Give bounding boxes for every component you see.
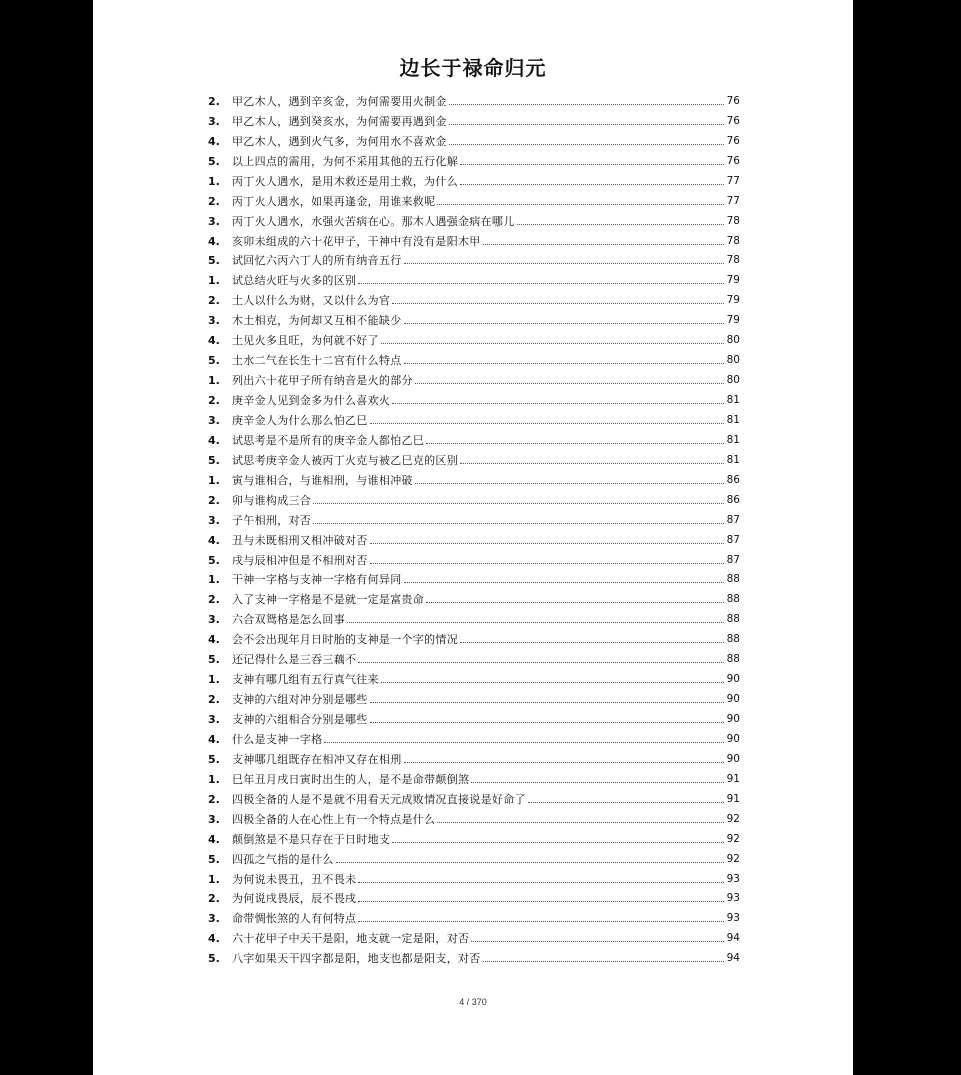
- toc-dot-leader: [358, 920, 724, 922]
- toc-entry[interactable]: [208, 190, 740, 210]
- toc-entry-title: 四孤之气指的是什么: [232, 852, 334, 866]
- toc-entry[interactable]: [208, 648, 740, 668]
- toc-entry-number: 1.: [208, 673, 220, 687]
- toc-entry-number: 1.: [208, 573, 220, 587]
- toc-entry-page: 87: [726, 553, 740, 566]
- toc-dot-leader: [370, 542, 724, 544]
- toc-entry-number: 3.: [208, 812, 220, 826]
- toc-entry[interactable]: [208, 708, 740, 728]
- toc-dot-leader: [404, 322, 725, 324]
- toc-dot-leader: [404, 761, 725, 763]
- toc-entry-title: 支神的六组对冲分别是哪些: [232, 693, 368, 707]
- toc-entry-page: 79: [726, 314, 740, 327]
- toc-entry-number: 2.: [208, 593, 220, 607]
- toc-dot-leader: [460, 183, 724, 185]
- toc-entry-page: 88: [726, 633, 740, 646]
- toc-entry-page: 91: [726, 772, 740, 785]
- toc-entry-title: 亥卯未组成的六十花甲子，干神中有没有是阳木甲: [232, 234, 481, 248]
- toc-entry-title: 甲乙木人，遇到辛亥金，为何需要用火制金: [232, 94, 447, 108]
- toc-entry-number: 5.: [208, 354, 220, 368]
- toc-dot-leader: [381, 681, 724, 683]
- toc-entry-page: 94: [726, 952, 740, 965]
- toc-entry-page: 80: [726, 374, 740, 387]
- toc-entry[interactable]: [208, 608, 740, 628]
- toc-entry-title: 支神有哪几组有五行真气往来: [232, 673, 379, 687]
- toc-entry-page: 90: [726, 693, 740, 706]
- toc-entry-page: 79: [726, 274, 740, 287]
- toc-entry-number: 5.: [208, 752, 220, 766]
- toc-dot-leader: [370, 701, 724, 703]
- toc-entry-title: 命带惆怅煞的人有何特点: [232, 912, 357, 926]
- toc-entry-page: 76: [726, 94, 740, 107]
- toc-entry-page: 79: [726, 294, 740, 307]
- toc-entry[interactable]: [208, 529, 740, 549]
- toc-entry-number: 4.: [208, 433, 220, 447]
- toc-entry-number: 2.: [208, 693, 220, 707]
- toc-entry-title: 四极全备的人在心性上有一个特点是什么: [232, 812, 436, 826]
- toc-entry-title: 试回忆六丙六丁人的所有纳音五行: [232, 254, 402, 268]
- toc-entry-title: 六十花甲子中天干是阳，地支就一定是阳，对否: [232, 932, 470, 946]
- toc-entry-page: 81: [726, 394, 740, 406]
- toc-dot-leader: [370, 721, 724, 723]
- toc-entry[interactable]: [208, 509, 740, 529]
- toc-entry-title: 卯与谁构成三合: [232, 493, 312, 507]
- toc-entry-title: 丑与未既相刑又相冲破对否: [232, 533, 368, 547]
- toc-entry-page: 77: [726, 174, 740, 187]
- toc-entry[interactable]: [208, 110, 740, 130]
- toc-entry-number: 5.: [208, 952, 220, 966]
- toc-entry[interactable]: [208, 429, 740, 449]
- toc-entry-title: 戌与辰相冲但是不相刑对否: [232, 553, 368, 567]
- toc-entry-page: 91: [726, 792, 740, 805]
- toc-entry-number: 1.: [208, 772, 220, 786]
- toc-dot-leader: [370, 562, 724, 564]
- toc-entry[interactable]: [208, 927, 740, 947]
- toc-dot-leader: [460, 163, 724, 165]
- toc-entry-title: 试思考庚辛金人被丙丁火克与被乙巳克的区别: [232, 453, 458, 467]
- toc-dot-leader: [449, 143, 724, 145]
- toc-dot-leader: [483, 960, 724, 962]
- toc-entry[interactable]: [208, 748, 740, 768]
- toc-entry-title: 巳年丑月戌日寅时出生的人，是不是命带颠倒煞: [232, 772, 470, 786]
- toc-dot-leader: [404, 581, 725, 583]
- toc-entry[interactable]: [208, 269, 740, 289]
- toc-entry-number: 1.: [208, 174, 220, 188]
- toc-entry-number: 1.: [208, 872, 220, 886]
- toc-dot-leader: [358, 900, 724, 902]
- toc-entry-page: 90: [726, 752, 740, 765]
- toc-entry[interactable]: [208, 230, 740, 250]
- toc-entry-number: 1.: [208, 374, 220, 388]
- toc-entry-number: 4.: [208, 334, 220, 348]
- toc-entry-number: 3.: [208, 214, 220, 228]
- table-of-contents: [208, 90, 740, 967]
- toc-dot-leader: [370, 422, 724, 424]
- toc-entry-number: 5.: [208, 154, 220, 168]
- toc-entry-page: 92: [726, 832, 740, 845]
- toc-entry[interactable]: [208, 628, 740, 648]
- toc-entry-number: 2.: [208, 493, 220, 507]
- toc-entry-page: 78: [726, 254, 740, 267]
- toc-entry-title: 丙丁火人遇水，是用木救还是用土救，为什么: [232, 174, 458, 188]
- toc-entry[interactable]: [208, 688, 740, 708]
- toc-entry[interactable]: [208, 828, 740, 848]
- toc-entry-number: 3.: [208, 413, 220, 427]
- toc-entry-page: 87: [726, 533, 740, 546]
- toc-entry[interactable]: [208, 668, 740, 688]
- toc-dot-leader: [460, 462, 724, 464]
- toc-entry-title: 木土相克，为何却又互相不能缺少: [232, 314, 402, 328]
- toc-entry-page: 81: [726, 453, 740, 466]
- toc-entry-number: 4.: [208, 633, 220, 647]
- toc-entry-page: 93: [726, 872, 740, 885]
- toc-entry[interactable]: [208, 289, 740, 309]
- toc-entry-title: 颠倒煞是不是只存在于日时地支: [232, 832, 391, 846]
- toc-entry-page: 86: [726, 493, 740, 506]
- toc-entry-title: 土人以什么为财，又以什么为官: [232, 294, 391, 308]
- toc-entry-title: 六合双鸳格是怎么回事: [232, 613, 345, 627]
- page-title: 边长于禄命归元: [399, 56, 547, 80]
- toc-entry-number: 3.: [208, 513, 220, 527]
- toc-entry-title: 会不会出现年月日时胎的支神是一个字的情况: [232, 633, 458, 647]
- toc-dot-leader: [392, 302, 724, 304]
- toc-entry-number: 5.: [208, 653, 220, 667]
- toc-entry[interactable]: [208, 788, 740, 808]
- toc-entry-title: 干神一字格与支神一字格有何异同: [232, 573, 402, 587]
- toc-dot-leader: [415, 382, 724, 384]
- toc-entry-page: 93: [726, 912, 740, 925]
- toc-entry-title: 寅与谁相合，与谁相刑，与谁相冲破: [232, 473, 413, 487]
- toc-entry-title: 甲乙木人，遇到癸亥水，为何需要再遇到金: [232, 114, 447, 128]
- toc-dot-leader: [381, 342, 724, 344]
- toc-entry-page: 77: [726, 194, 740, 207]
- page-number-footer: 4 / 370: [459, 997, 487, 1007]
- toc-dot-leader: [426, 601, 724, 603]
- toc-entry-title: 庚辛金人为什么那么怕乙巳: [232, 413, 368, 427]
- toc-dot-leader: [347, 621, 724, 623]
- toc-entry-title: 什么是支神一字格: [232, 732, 323, 746]
- toc-entry-title: 以上四点的需用，为何不采用其他的五行化解: [232, 154, 458, 168]
- toc-dot-leader: [404, 262, 725, 264]
- toc-entry[interactable]: [208, 210, 740, 230]
- toc-dot-leader: [415, 482, 724, 484]
- toc-entry[interactable]: [208, 808, 740, 828]
- toc-entry-title: 庚辛金人见到金多为什么喜欢火: [232, 394, 391, 407]
- toc-entry-page: 90: [726, 673, 740, 686]
- toc-entry-title: 子午相刑，对否: [232, 513, 312, 527]
- toc-entry-page: 94: [726, 932, 740, 945]
- toc-entry-title: 甲乙木人，遇到火气多，为何用水不喜欢金: [232, 134, 447, 148]
- toc-entry-page: 90: [726, 732, 740, 745]
- toc-dot-leader: [437, 203, 724, 205]
- toc-dot-leader: [471, 781, 724, 783]
- toc-entry[interactable]: [208, 130, 740, 150]
- toc-dot-leader: [392, 841, 724, 843]
- toc-entry-number: 5.: [208, 254, 220, 268]
- toc-entry-page: 88: [726, 573, 740, 586]
- toc-entry-title: 试思考是不是所有的庚辛金人都怕乙巳: [232, 433, 425, 447]
- toc-entry-number: 3.: [208, 613, 220, 627]
- toc-dot-leader: [358, 881, 724, 883]
- toc-entry-number: 3.: [208, 314, 220, 328]
- toc-entry[interactable]: [208, 588, 740, 608]
- toc-entry-title: 丙丁火人遇水，如果再逢金，用谁来救呢: [232, 194, 436, 208]
- toc-entry-title: 支神的六组相合分别是哪些: [232, 713, 368, 726]
- toc-entry[interactable]: [208, 90, 740, 110]
- toc-entry-number: 4.: [208, 932, 220, 946]
- toc-entry-number: 2.: [208, 892, 220, 906]
- toc-entry-page: 90: [726, 713, 740, 725]
- toc-dot-leader: [449, 123, 724, 125]
- toc-entry-title: 四极全备的人是不是就不用看天元成败情况直接说是好命了: [232, 792, 526, 806]
- toc-entry-page: 76: [726, 134, 740, 147]
- toc-entry-number: 4.: [208, 732, 220, 746]
- toc-dot-leader: [392, 402, 724, 404]
- toc-entry[interactable]: [208, 768, 740, 788]
- toc-entry-page: 78: [726, 214, 740, 227]
- toc-entry-number: 3.: [208, 713, 220, 726]
- toc-dot-leader: [460, 641, 724, 643]
- toc-entry[interactable]: [208, 369, 740, 389]
- toc-entry-number: 2.: [208, 194, 220, 208]
- toc-dot-leader: [404, 362, 725, 364]
- toc-entry[interactable]: [208, 309, 740, 329]
- toc-entry-title: 试总结火旺与火多的区别: [232, 274, 357, 288]
- toc-dot-leader: [324, 741, 724, 743]
- toc-dot-leader: [517, 223, 725, 225]
- toc-entry-number: 4.: [208, 234, 220, 248]
- toc-entry-number: 2.: [208, 94, 220, 108]
- toc-entry-title: 入了支神一字格是不是就一定是富贵命: [232, 593, 425, 607]
- toc-dot-leader: [313, 522, 724, 524]
- toc-entry-number: 4.: [208, 533, 220, 547]
- toc-entry[interactable]: [208, 947, 740, 967]
- toc-entry[interactable]: [208, 489, 740, 509]
- toc-entry-number: 5.: [208, 453, 220, 467]
- toc-entry-page: 76: [726, 114, 740, 127]
- toc-entry[interactable]: [208, 868, 740, 888]
- toc-dot-leader: [426, 442, 724, 444]
- toc-entry-title: 还记得什么是三吞三藕不: [232, 653, 357, 667]
- toc-entry-title: 为何说戌畏辰，辰不畏戌: [232, 892, 357, 906]
- toc-entry-page: 80: [726, 334, 740, 347]
- toc-entry-number: 4.: [208, 134, 220, 148]
- toc-entry-page: 92: [726, 852, 740, 865]
- toc-entry[interactable]: [208, 349, 740, 369]
- toc-entry-page: 87: [726, 513, 740, 526]
- toc-dot-leader: [437, 821, 724, 823]
- toc-entry-number: 2.: [208, 792, 220, 806]
- toc-dot-leader: [358, 661, 724, 663]
- toc-entry[interactable]: [208, 150, 740, 170]
- toc-dot-leader: [336, 861, 724, 863]
- document-page: [93, 0, 853, 1075]
- toc-dot-leader: [471, 940, 724, 942]
- toc-entry-title: 支神哪几组既存在相冲又存在相刑: [232, 752, 402, 766]
- toc-entry[interactable]: [208, 449, 740, 469]
- toc-entry[interactable]: [208, 409, 740, 429]
- toc-entry[interactable]: [208, 170, 740, 190]
- toc-entry-number: 4.: [208, 832, 220, 846]
- toc-entry-title: 为何说未畏丑，丑不畏未: [232, 872, 357, 886]
- toc-entry[interactable]: [208, 469, 740, 489]
- toc-entry-title: 列出六十花甲子所有纳音是火的部分: [232, 374, 413, 388]
- toc-dot-leader: [483, 243, 724, 245]
- toc-entry[interactable]: [208, 569, 740, 589]
- toc-entry-page: 88: [726, 613, 740, 626]
- toc-entry-title: 土见火多且旺，为何就不好了: [232, 334, 379, 348]
- toc-entry[interactable]: [208, 728, 740, 748]
- toc-entry[interactable]: [208, 549, 740, 569]
- toc-dot-leader: [358, 282, 724, 284]
- toc-entry-page: 78: [726, 234, 740, 247]
- toc-entry-title: 丙丁火人遇水，水强火苦病在心。那木人遇强金病在哪儿: [232, 214, 515, 228]
- toc-dot-leader: [449, 103, 724, 105]
- toc-entry-number: 3.: [208, 912, 220, 926]
- toc-entry-number: 3.: [208, 114, 220, 128]
- toc-entry-page: 92: [726, 812, 740, 825]
- toc-entry[interactable]: [208, 907, 740, 927]
- toc-entry-page: 80: [726, 354, 740, 367]
- toc-entry-number: 5.: [208, 852, 220, 866]
- toc-entry-title: 八字如果天干四字都是阳，地支也都是阳支，对否: [232, 952, 481, 966]
- toc-entry-page: 76: [726, 154, 740, 167]
- toc-entry-page: 86: [726, 473, 740, 486]
- toc-entry-number: 1.: [208, 473, 220, 487]
- toc-entry[interactable]: [208, 389, 740, 409]
- toc-entry-number: 5.: [208, 553, 220, 567]
- toc-entry-number: 1.: [208, 274, 220, 288]
- toc-entry-number: 2.: [208, 394, 220, 407]
- toc-entry[interactable]: [208, 250, 740, 270]
- toc-entry[interactable]: [208, 888, 740, 908]
- toc-dot-leader: [313, 502, 724, 504]
- toc-entry-number: 2.: [208, 294, 220, 308]
- toc-entry-page: 81: [726, 433, 740, 446]
- toc-entry[interactable]: [208, 848, 740, 868]
- toc-entry-page: 88: [726, 593, 740, 606]
- toc-entry-page: 81: [726, 413, 740, 426]
- toc-entry[interactable]: [208, 329, 740, 349]
- toc-entry-page: 88: [726, 653, 740, 666]
- toc-entry-title: 土水二气在长生十二宫有什么特点: [232, 354, 402, 368]
- toc-entry-page: 93: [726, 892, 740, 905]
- toc-dot-leader: [528, 801, 724, 803]
